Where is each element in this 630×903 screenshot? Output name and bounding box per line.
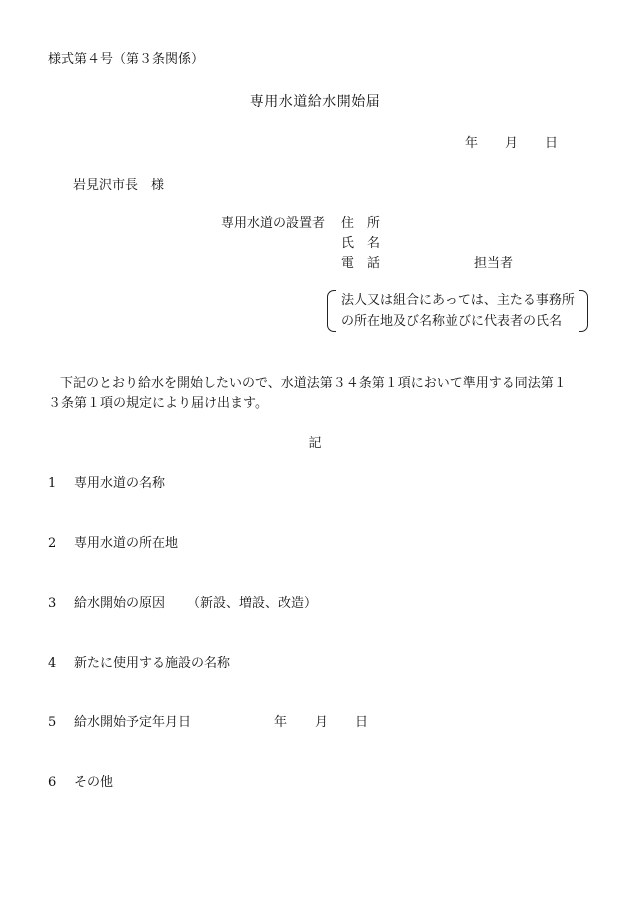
address-label: 住 所 [341,216,381,231]
item-number: 5 [48,715,57,730]
note-line-1: 法人又は組合にあっては、主たる事務所 [341,293,575,308]
item-label: 専用水道の所在地 [74,536,179,551]
item-start-reason [0,597,630,613]
item-label: 専用水道の名称 [74,476,166,491]
item-label: その他 [74,775,114,790]
item-facility-name [0,477,630,493]
name-label: 氏 名 [341,236,381,251]
date-day-label: 日 [545,136,559,151]
reason-options: （新設、増設、改造） [187,596,318,611]
item-label: 給水開始の原因 [74,596,166,611]
item-number: 2 [48,536,57,551]
item-number: 1 [48,476,57,491]
corporation-note [327,290,588,330]
item-label: 新たに使用する施設の名称 [74,656,231,671]
start-day-label: 日 [355,715,369,730]
addressee: 岩見沢市長 様 [73,178,165,193]
start-month-label: 月 [315,715,329,730]
body-text-line-1: 下記のとおり給水を開始したいので、水道法第３４条第１項において準用する同法第１ [60,376,567,391]
form-number: 様式第４号（第３条関係） [48,52,205,67]
item-number: 4 [48,656,57,671]
item-planned-start-date [0,716,630,732]
contact-person-label: 担当者 [474,256,514,271]
body-text-line-2: ３条第１項の規定により届け出ます。 [48,396,268,411]
ki-heading: 記 [308,436,322,451]
item-number: 3 [48,596,57,611]
installer-label: 専用水道の設置者 [221,216,326,231]
start-year-label: 年 [274,715,288,730]
item-number: 6 [48,775,57,790]
item-new-facility-name [0,657,630,673]
document-title: 専用水道給水開始届 [249,94,381,110]
right-bracket [579,290,588,332]
left-bracket [327,290,336,332]
item-label: 給水開始予定年月日 [74,715,192,730]
item-other [0,776,630,792]
tel-label: 電 話 [341,256,381,271]
date-month-label: 月 [505,136,519,151]
date-year-label: 年 [465,136,479,151]
item-facility-location [0,537,630,553]
note-line-2: の所在地及び名称並びに代表者の氏名 [341,314,563,329]
